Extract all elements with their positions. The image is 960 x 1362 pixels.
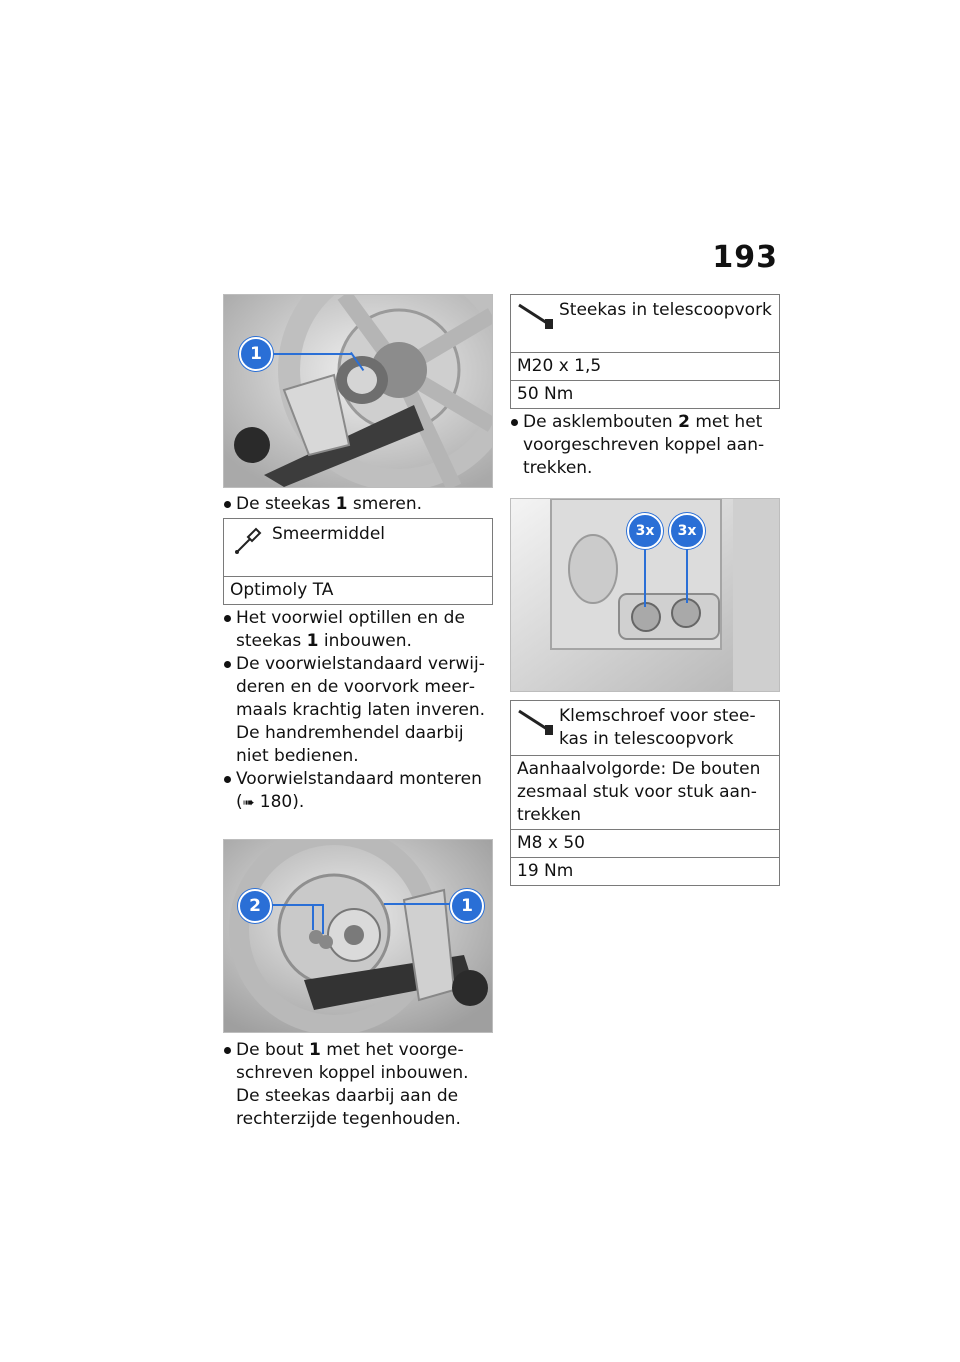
callout-3x-left: 3x bbox=[627, 513, 663, 549]
page-reference-link[interactable]: 180 bbox=[259, 792, 293, 812]
lubricant-spec-table: Smeermiddel Optimoly TA bbox=[223, 518, 493, 605]
lubricant-value: Optimoly TA bbox=[230, 580, 334, 600]
axle-photo-illustration bbox=[224, 295, 492, 487]
right-column bbox=[510, 294, 780, 888]
torque-wrench-icon bbox=[517, 705, 559, 741]
callout-1: 1 bbox=[450, 889, 484, 923]
torque-wrench-icon bbox=[517, 299, 559, 335]
step-tighten-clamp-bolts: De asklembouten 2 met het voorgeschreven koppel aantrekken. bbox=[510, 411, 780, 480]
callout-3x-right: 3x bbox=[669, 513, 705, 549]
torque-value: 50 Nm bbox=[517, 384, 574, 404]
figure-axle-lubrication bbox=[223, 294, 493, 488]
figure-clamp-bolts bbox=[510, 498, 780, 692]
step-install-bolt: De bout 1 met het voorgeschreven koppel inbouwen. De steekas daarbij aan de rechterzijde tegenhouden. bbox=[223, 1039, 493, 1131]
figure-bolt-install bbox=[223, 839, 493, 1033]
step-lubricate-axle: De steekas 1 smeren. bbox=[223, 493, 493, 516]
tightening-sequence: Aanhaalvolgorde: De bouten zesmaal stuk voor stuk aantrekken bbox=[511, 756, 779, 830]
page-reference-arrow-icon: ➠ bbox=[242, 795, 255, 811]
grease-gun-icon bbox=[230, 523, 272, 559]
page-number: 193 bbox=[712, 240, 778, 275]
step-remove-stand: De voorwielstandaard verwijderen en de voorvork meermaals krachtig laten inveren. De handremhendel daarbij niet bedienen. bbox=[223, 653, 493, 768]
callout-2: 2 bbox=[238, 889, 272, 923]
callout-1: 1 bbox=[239, 337, 273, 371]
torque-spec-axle: Steekas in telescoopvork M20 x 1,5 50 Nm bbox=[510, 294, 780, 409]
step-install-wheel: Het voorwiel optillen en de steekas 1 inbouwen. bbox=[223, 607, 493, 653]
torque-thread: M8 x 50 bbox=[511, 830, 779, 858]
torque-value: 19 Nm bbox=[517, 861, 574, 881]
torque-spec-clamp: Klemschroef voor steekas in telescoopvork Aanhaalvolgorde: De bouten zesmaal stuk voor stuk aantrekken M8 x 50 19 Nm bbox=[510, 700, 780, 886]
left-column bbox=[223, 294, 493, 1131]
step-mount-stand: Voorwielstandaard monteren (➠ 180). bbox=[223, 768, 493, 815]
bolt-photo-illustration bbox=[224, 840, 492, 1032]
torque-thread: M20 x 1,5 bbox=[511, 353, 779, 381]
